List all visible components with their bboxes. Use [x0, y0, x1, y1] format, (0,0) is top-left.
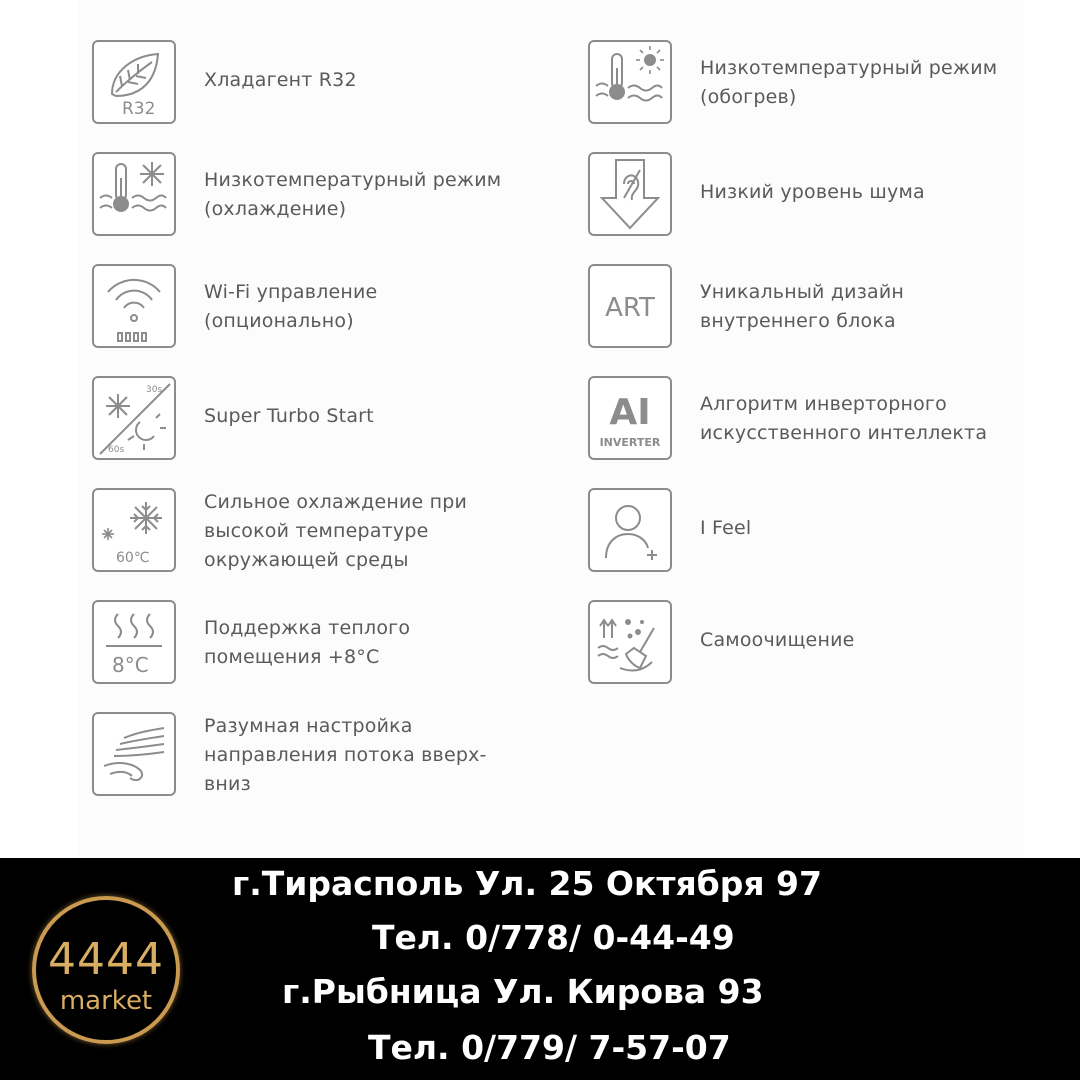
art-icon: [588, 264, 672, 348]
logo-number: 4444: [48, 934, 164, 985]
feature-label: Хладагент R32: [204, 69, 357, 91]
svg-text:R32: R32: [122, 99, 156, 119]
feature-label: Сильное охлаждение при высокой температуре окружающей среды: [204, 491, 468, 571]
feature-i-feel: [588, 488, 751, 572]
store-logo: [28, 890, 188, 1054]
feature-label: Алгоритм инверторного искусственного интеллекта: [700, 393, 988, 444]
feature-strong-cooling: [92, 488, 467, 575]
feature-airflow: [92, 712, 487, 799]
address-rybnitsa: г.Рыбница Ул. Кирова 93: [282, 972, 764, 1011]
low-noise-ear-icon: [588, 152, 672, 236]
feature-art-design: [588, 264, 904, 348]
feature-label: Уникальный дизайн внутреннего блока: [700, 281, 905, 332]
feature-low-noise: [588, 152, 925, 236]
wifi-icon: [92, 264, 176, 348]
feature-low-temp-heating: [588, 40, 997, 124]
self-clean-icon: [588, 600, 672, 684]
phone-tiraspol: Тел. 0/778/ 0-44-49: [372, 918, 735, 957]
logo-word: market: [59, 986, 153, 1016]
feature-refrigerant-r32: [92, 40, 357, 124]
feature-label: Wi-Fi управление (опционально): [204, 281, 378, 332]
feature-ai-inverter: [588, 376, 987, 460]
address-tiraspol: г.Тирасполь Ул. 25 Октября 97: [232, 864, 822, 903]
features-panel: [78, 0, 1024, 858]
feature-super-turbo-start: [92, 376, 374, 460]
feature-label: Низкотемпературный режим (обогрев): [700, 57, 998, 108]
svg-text:30s: 30s: [146, 385, 163, 395]
airflow-icon: [92, 712, 176, 796]
i-feel-person-icon: [588, 488, 672, 572]
snowflake-60c-icon: [92, 488, 176, 572]
feature-warm-room: [92, 600, 410, 684]
feature-label: Super Turbo Start: [204, 405, 374, 427]
feature-label: Низкий уровень шума: [700, 181, 925, 203]
feature-label: Поддержка теплого помещения +8°С: [204, 617, 411, 668]
svg-text:ART: ART: [605, 293, 655, 323]
feature-wifi: [92, 264, 377, 348]
ai-inverter-icon: [588, 376, 672, 460]
thermometer-sun-icon: [588, 40, 672, 124]
leaf-r32-icon: [92, 40, 176, 124]
feature-label: Самоочищение: [700, 629, 855, 651]
feature-self-cleaning: [588, 600, 855, 684]
feature-label: Низкотемпературный режим (охлаждение): [204, 169, 502, 220]
feature-low-temp-cooling: [92, 152, 501, 236]
svg-text:INVERTER: INVERTER: [599, 436, 661, 449]
svg-text:60s: 60s: [108, 445, 125, 455]
turbo-start-icon: [92, 376, 176, 460]
svg-text:AI: AI: [609, 392, 651, 433]
svg-text:60℃: 60℃: [116, 550, 150, 566]
feature-label: Разумная настройка направления потока вверх- вниз: [204, 715, 487, 795]
thermometer-snowflake-icon: [92, 152, 176, 236]
feature-label: I Feel: [700, 517, 752, 539]
heat-8c-icon: [92, 600, 176, 684]
phone-rybnitsa: Тел. 0/779/ 7-57-07: [368, 1028, 731, 1067]
svg-text:8°C: 8°C: [112, 653, 149, 677]
